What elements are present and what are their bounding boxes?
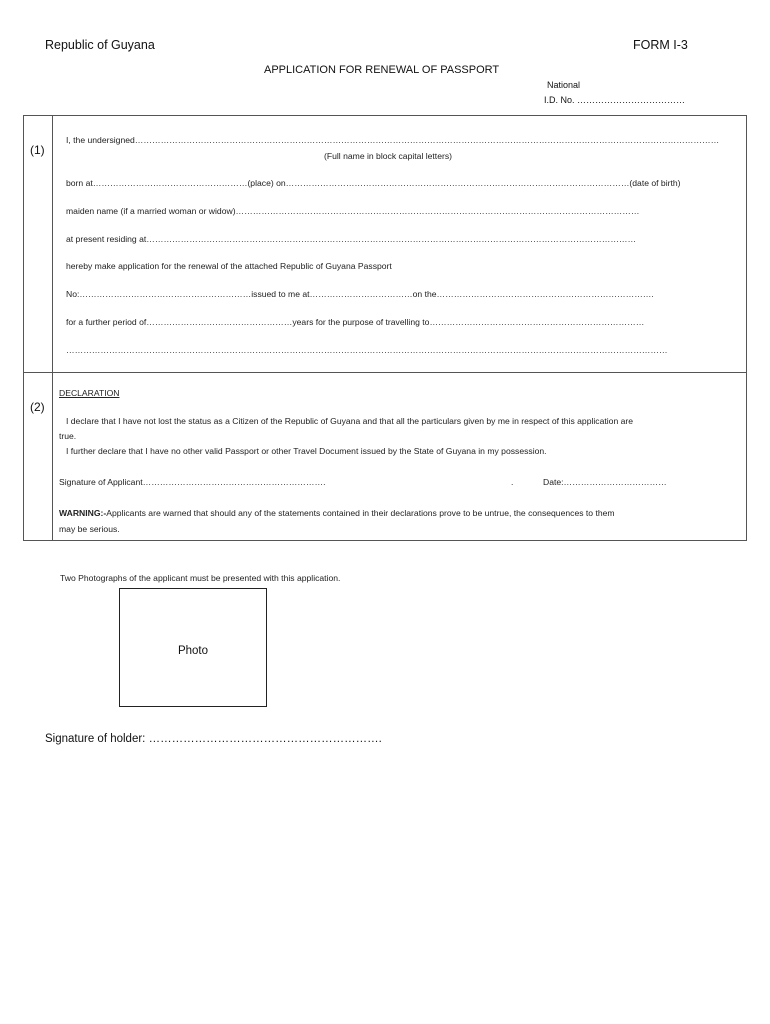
photo-box[interactable] bbox=[119, 588, 267, 707]
residence-field[interactable]: at present residing at……………………………………………………………………………………………………………………………………………………… bbox=[66, 234, 637, 244]
declaration-line-2: true. bbox=[59, 431, 77, 441]
warning-line-2: may be serious. bbox=[59, 524, 120, 534]
photo-label: Photo bbox=[177, 645, 209, 657]
holder-signature-field[interactable]: Signature of holder: ……………………………………………………. bbox=[45, 733, 382, 745]
further-period-field[interactable]: for a further period of……………………………………………years for the purpose of travelling to………………………………………………………………… bbox=[66, 317, 645, 327]
passport-number-field[interactable]: No:……………………………………………………issued to me at………………………………on the…………………………………………………………………. bbox=[66, 289, 654, 299]
extra-line-field[interactable]: ………………………………………………………………………………………………………………………………………………………………………………………… bbox=[66, 345, 668, 355]
section-divider bbox=[23, 372, 747, 373]
declaration-line-3: I further declare that I have no other valid Passport or other Travel Document issued by the State of Guyana in my possession. bbox=[66, 446, 547, 456]
section-2-number: (2) bbox=[30, 400, 45, 414]
id-number-field[interactable]: I.D. No. ……………………………… bbox=[544, 95, 686, 105]
date-field[interactable]: Date:……………………………… bbox=[543, 477, 667, 487]
separator-dot: . bbox=[511, 477, 514, 487]
form-number: FORM I-3 bbox=[633, 38, 688, 52]
application-statement: hereby make application for the renewal of the attached Republic of Guyana Passport bbox=[66, 261, 392, 271]
warning-label: WARNING:- bbox=[59, 508, 107, 518]
birth-field[interactable]: born at………………………………………………(place) on…………………………………………………………………………………………………………(date of birth) bbox=[66, 178, 681, 188]
declaration-line-1: I declare that I have not lost the status as a Citizen of the Republic of Guyana and that all the particulars given by me in respect of this application are bbox=[66, 416, 634, 426]
applicant-signature-field[interactable]: Signature of Applicant………………………………………………………. bbox=[59, 477, 326, 487]
warning-body: Applicants are warned that should any of the statements contained in their declarations prove to be untrue, the consequences to them bbox=[106, 508, 615, 518]
full-name-hint: (Full name in block capital letters) bbox=[324, 151, 452, 161]
section-1-number: (1) bbox=[30, 143, 45, 157]
declaration-heading: DECLARATION bbox=[59, 388, 120, 398]
undersigned-field[interactable]: I, the undersigned…………………………………………………………………………………………………………………………………………………………………………………… bbox=[66, 135, 720, 145]
republic-heading: Republic of Guyana bbox=[45, 38, 155, 52]
warning-text bbox=[59, 508, 615, 518]
maiden-name-field[interactable]: maiden name (if a married woman or widow)…………………………………………………………………………………………………………………………… bbox=[66, 206, 640, 216]
form-title: APPLICATION FOR RENEWAL OF PASSPORT bbox=[264, 64, 500, 76]
column-divider bbox=[52, 115, 53, 541]
photo-instruction: Two Photographs of the applicant must be presented with this application. bbox=[60, 573, 341, 583]
national-label: National bbox=[547, 80, 581, 90]
